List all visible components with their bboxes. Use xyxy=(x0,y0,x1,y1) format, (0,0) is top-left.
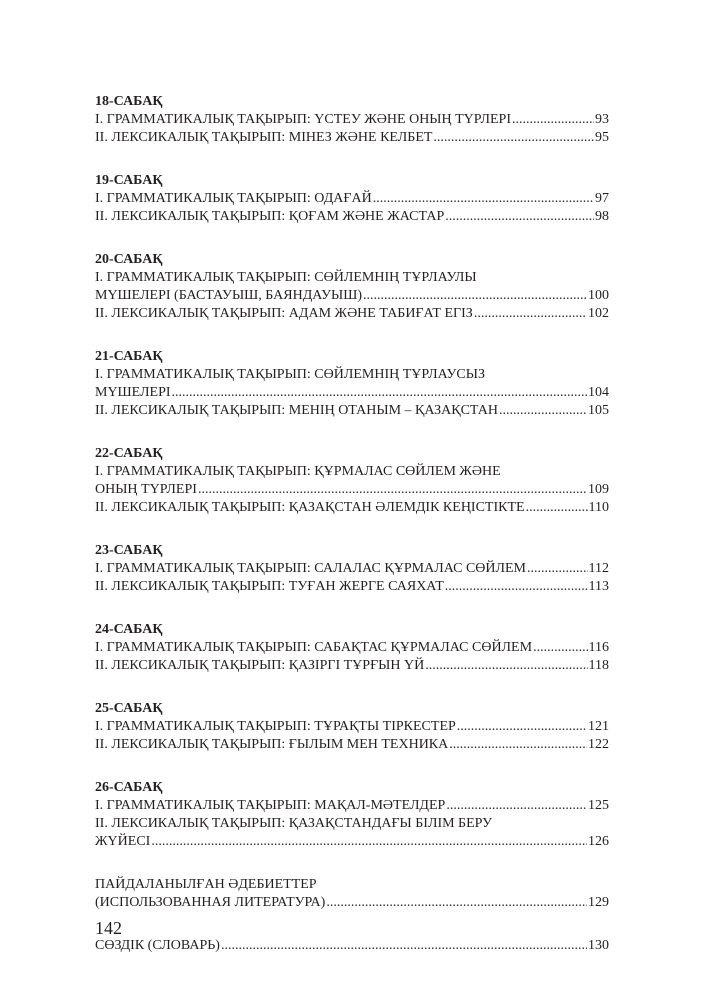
toc-entry-line xyxy=(95,657,609,675)
toc-entry-leader xyxy=(449,736,587,754)
toc-entry-page: 102 xyxy=(588,306,609,321)
references-entry-page: 129 xyxy=(588,895,609,910)
toc-entry-text: I. ГРАММАТИКАЛЫҚ ТАҚЫРЫП: ҮСТЕУ ЖӘНЕ ОНЫҢ ТҮРЛЕРІ xyxy=(95,112,512,127)
toc-entry-leader xyxy=(512,111,594,129)
toc-entry-line1 xyxy=(95,463,609,481)
lesson-title: 19-САБАҚ xyxy=(95,173,163,188)
toc-entry[interactable] xyxy=(95,657,609,675)
toc-entry[interactable] xyxy=(95,402,609,420)
toc-entry-line xyxy=(95,718,609,736)
toc-entry-text: ЖҮЙЕСІ xyxy=(95,834,151,849)
toc-entry-leader xyxy=(446,797,587,815)
references-entry-line xyxy=(95,894,609,912)
toc-entry-leader xyxy=(425,657,587,675)
toc-entry-page: 98 xyxy=(595,209,609,224)
toc-entry-page: 122 xyxy=(588,737,609,752)
toc-entry-text-line1: II. ЛЕКСИКАЛЫҚ ТАҚЫРЫП: ҚАЗАҚСТАНДАҒЫ БІЛІМ БЕРУ xyxy=(95,816,492,831)
toc-entry-line xyxy=(95,736,609,754)
lesson-block xyxy=(95,445,609,517)
toc-entry-text: I. ГРАММАТИКАЛЫҚ ТАҚЫРЫП: САБАҚТАС ҚҰРМАЛАС СӨЙЛЕМ xyxy=(95,640,533,655)
toc-entry-text: II. ЛЕКСИКАЛЫҚ ТАҚЫРЫП: ҚОҒАМ ЖӘНЕ ЖАСТАР xyxy=(95,209,445,224)
lesson-block xyxy=(95,779,609,851)
toc-entry-text: II. ЛЕКСИКАЛЫҚ ТАҚЫРЫП: АДАМ ЖӘНЕ ТАБИҒАТ ЕГІЗ xyxy=(95,306,473,321)
toc-entry-page: 112 xyxy=(588,561,609,576)
toc-entry-text: I. ГРАММАТИКАЛЫҚ ТАҚЫРЫП: ОДАҒАЙ xyxy=(95,191,372,206)
toc-entry[interactable] xyxy=(95,463,609,499)
toc-entry-line xyxy=(95,639,609,657)
toc-entry-leader xyxy=(198,481,587,499)
dictionary-entry-text: СӨЗДІК (СЛОВАРЬ) xyxy=(95,938,220,953)
toc-entry-text: II. ЛЕКСИКАЛЫҚ ТАҚЫРЫП: ҚАЗАҚСТАН ӘЛЕМДІК КЕҢІСТІКТЕ xyxy=(95,500,525,515)
toc-entry-text: МҮШЕЛЕРІ xyxy=(95,385,171,400)
references-entry-leader xyxy=(326,894,587,912)
toc-entry-line xyxy=(95,481,609,499)
toc-entry[interactable] xyxy=(95,797,609,815)
toc-entry-page: 116 xyxy=(588,640,609,655)
references-entry-line1 xyxy=(95,876,609,894)
toc-entry-text: I. ГРАММАТИКАЛЫҚ ТАҚЫРЫП: САЛАЛАС ҚҰРМАЛАС СӨЙЛЕМ xyxy=(95,561,526,576)
toc-entry-line xyxy=(95,560,609,578)
toc-entry-line xyxy=(95,384,609,402)
toc-entry[interactable] xyxy=(95,129,609,147)
toc-entry[interactable] xyxy=(95,639,609,657)
toc-entry-leader xyxy=(474,305,587,323)
lesson-title: 24-САБАҚ xyxy=(95,622,163,637)
dictionary-entry-page: 130 xyxy=(588,938,609,953)
toc-entry-page: 121 xyxy=(588,719,609,734)
toc-entry-line1 xyxy=(95,815,609,833)
toc-entry-leader xyxy=(151,833,587,851)
toc-entry-page: 109 xyxy=(588,482,609,497)
toc-entry-line xyxy=(95,129,609,147)
toc-entry-line1 xyxy=(95,366,609,384)
toc-entry-leader xyxy=(172,384,587,402)
toc-entry-line xyxy=(95,208,609,226)
toc-entry-page: 118 xyxy=(588,658,609,673)
toc-entry-leader xyxy=(526,499,588,517)
table-of-contents xyxy=(95,93,609,955)
toc-entry[interactable] xyxy=(95,366,609,402)
toc-entry[interactable] xyxy=(95,269,609,305)
references-block xyxy=(95,876,609,912)
toc-entry-text: I. ГРАММАТИКАЛЫҚ ТАҚЫРЫП: МАҚАЛ-МӘТЕЛДЕР xyxy=(95,798,446,813)
lesson-title: 21-САБАҚ xyxy=(95,349,163,364)
toc-entry-text: II. ЛЕКСИКАЛЫҚ ТАҚЫРЫП: МЕНІҢ ОТАНЫМ – ҚАЗАҚСТАН xyxy=(95,403,499,418)
toc-entry[interactable] xyxy=(95,499,609,517)
toc-entry-line xyxy=(95,797,609,815)
references-entry-text-line1: ПАЙДАЛАНЫЛҒАН ӘДЕБИЕТТЕР xyxy=(95,877,317,892)
toc-entry-line1 xyxy=(95,269,609,287)
toc-entry-text: МҮШЕЛЕРІ (БАСТАУЫШ, БАЯНДАУЫШ) xyxy=(95,288,363,303)
toc-entry-leader xyxy=(363,287,587,305)
toc-entry[interactable] xyxy=(95,305,609,323)
toc-entry-line xyxy=(95,305,609,323)
toc-entry-leader xyxy=(457,718,587,736)
dictionary-block xyxy=(95,937,609,955)
toc-entry[interactable] xyxy=(95,815,609,851)
lesson-title: 25-САБАҚ xyxy=(95,701,163,716)
toc-entry-leader xyxy=(527,560,588,578)
lesson-block xyxy=(95,348,609,420)
page-number: 142 xyxy=(95,918,122,938)
lesson-block xyxy=(95,172,609,226)
toc-entry-page: 110 xyxy=(588,500,609,515)
references-entry[interactable] xyxy=(95,876,609,912)
toc-entry-page: 125 xyxy=(588,798,609,813)
toc-entry-leader xyxy=(499,402,587,420)
toc-entry[interactable] xyxy=(95,111,609,129)
toc-entry[interactable] xyxy=(95,736,609,754)
lesson-block xyxy=(95,700,609,754)
dictionary-entry[interactable] xyxy=(95,937,609,955)
toc-entry-leader xyxy=(445,578,588,596)
toc-entry-page: 113 xyxy=(588,579,609,594)
toc-entry-line xyxy=(95,578,609,596)
toc-entry-page: 93 xyxy=(595,112,609,127)
toc-entry-page: 126 xyxy=(588,834,609,849)
toc-entry-leader xyxy=(433,129,594,147)
lesson-title: 18-САБАҚ xyxy=(95,94,163,109)
toc-entry[interactable] xyxy=(95,578,609,596)
toc-entry-text: II. ЛЕКСИКАЛЫҚ ТАҚЫРЫП: ТУҒАН ЖЕРГЕ САЯХАТ xyxy=(95,579,444,594)
references-entry-text: (ИСПОЛЬЗОВАННАЯ ЛИТЕРАТУРА) xyxy=(95,895,326,910)
toc-entry[interactable] xyxy=(95,560,609,578)
toc-entry-page: 95 xyxy=(595,130,609,145)
toc-entry-text-line1: I. ГРАММАТИКАЛЫҚ ТАҚЫРЫП: ҚҰРМАЛАС СӨЙЛЕМ ЖӘНЕ xyxy=(95,464,501,479)
toc-entry[interactable] xyxy=(95,190,609,208)
toc-entry-line xyxy=(95,833,609,851)
toc-entry-text: I. ГРАММАТИКАЛЫҚ ТАҚЫРЫП: ТҰРАҚТЫ ТІРКЕСТЕР xyxy=(95,719,456,734)
lesson-block xyxy=(95,251,609,323)
lesson-block xyxy=(95,542,609,596)
toc-entry-text-line1: I. ГРАММАТИКАЛЫҚ ТАҚЫРЫП: СӨЙЛЕМНІҢ ТҰРЛАУЛЫ xyxy=(95,270,477,285)
toc-entry-page: 105 xyxy=(588,403,609,418)
toc-entry-line xyxy=(95,111,609,129)
lesson-block xyxy=(95,93,609,147)
toc-entry-leader xyxy=(445,208,594,226)
dictionary-entry-line xyxy=(95,937,609,955)
lesson-title: 23-САБАҚ xyxy=(95,543,163,558)
toc-entry-line xyxy=(95,499,609,517)
toc-entry-line xyxy=(95,402,609,420)
lesson-title: 26-САБАҚ xyxy=(95,780,163,795)
toc-entry-text: II. ЛЕКСИКАЛЫҚ ТАҚЫРЫП: ҚАЗІРГІ ТҰРҒЫН ҮЙ xyxy=(95,658,425,673)
toc-entry-text: II. ЛЕКСИКАЛЫҚ ТАҚЫРЫП: МІНЕЗ ЖӘНЕ КЕЛБЕТ xyxy=(95,130,433,145)
lesson-block xyxy=(95,621,609,675)
dictionary-entry-leader xyxy=(221,937,587,955)
toc-entry-text: ОНЫҢ ТҮРЛЕРІ xyxy=(95,482,197,497)
lesson-title: 20-САБАҚ xyxy=(95,252,163,267)
toc-entry-page: 97 xyxy=(595,191,609,206)
toc-entry[interactable] xyxy=(95,208,609,226)
toc-entry-leader xyxy=(533,639,587,657)
toc-entry-page: 104 xyxy=(588,385,609,400)
toc-entry-page: 100 xyxy=(588,288,609,303)
toc-entry-leader xyxy=(373,190,594,208)
toc-entry[interactable] xyxy=(95,718,609,736)
toc-entry-text-line1: I. ГРАММАТИКАЛЫҚ ТАҚЫРЫП: СӨЙЛЕМНІҢ ТҰРЛАУСЫЗ xyxy=(95,367,485,382)
lesson-title: 22-САБАҚ xyxy=(95,446,163,461)
toc-entry-line xyxy=(95,287,609,305)
toc-entry-text: II. ЛЕКСИКАЛЫҚ ТАҚЫРЫП: ҒЫЛЫМ МЕН ТЕХНИКА xyxy=(95,737,449,752)
toc-entry-line xyxy=(95,190,609,208)
